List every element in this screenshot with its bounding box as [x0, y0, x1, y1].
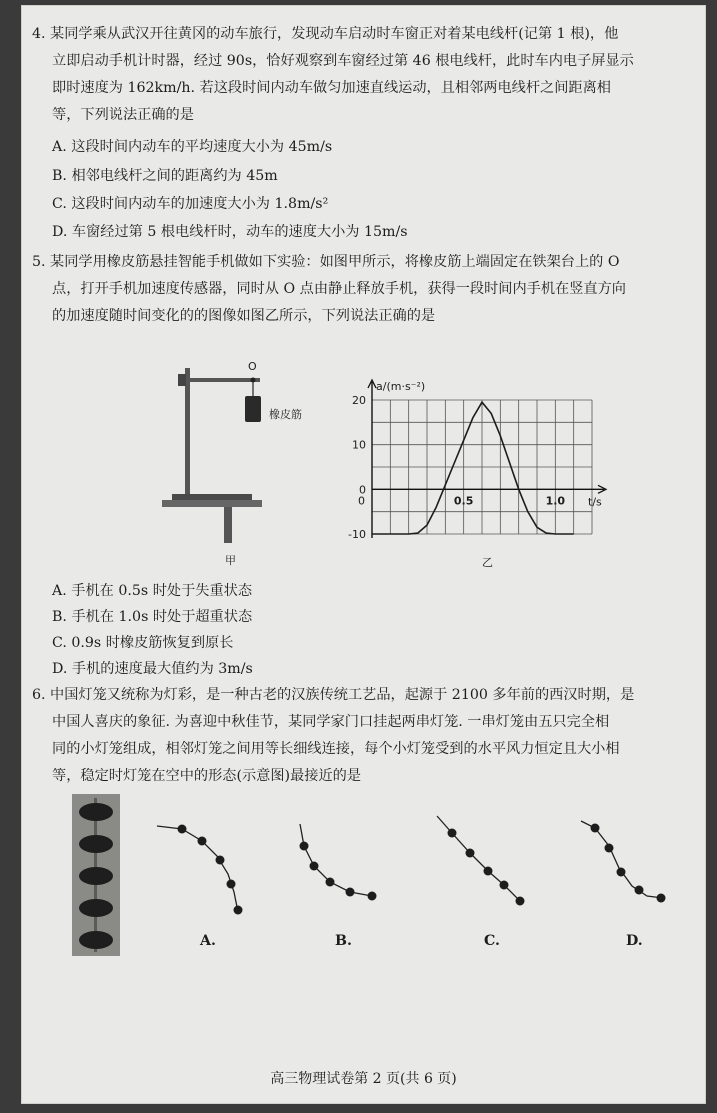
- figure-yi-caption: 乙: [482, 556, 493, 569]
- choice-c-diagram[interactable]: [432, 811, 532, 921]
- lantern-dot-icon: [484, 867, 493, 876]
- choice-a-diagram[interactable]: [152, 816, 252, 926]
- lantern-dot-icon: [178, 825, 187, 834]
- lantern-dot-icon: [605, 844, 614, 853]
- q6-line-1: 6. 中国灯笼又统称为灯彩，是一种古老的汉族传统工艺品，起源于 2100 多年前的西汉时期，是: [32, 687, 635, 703]
- y-tick-label: 10: [352, 438, 366, 452]
- x-tick-label: 0.5: [453, 494, 474, 508]
- x-tick-label: 1.0: [545, 494, 566, 508]
- lantern-photo: [72, 794, 120, 956]
- lantern-dot-icon: [300, 842, 309, 851]
- lantern-dot-icon: [466, 849, 475, 858]
- origin-label: 0: [358, 494, 365, 508]
- lantern-dot-icon: [657, 894, 666, 903]
- acceleration-time-chart: [332, 374, 632, 574]
- q4-line-4: 等，下列说法正确的是: [52, 107, 194, 123]
- lantern-dot-icon: [368, 892, 377, 901]
- q5-line-1: 5. 某同学用橡皮筋悬挂智能手机做如下实验：如图甲所示，将橡皮筋上端固定在铁架台上的 O: [32, 254, 620, 270]
- exam-page: [22, 6, 705, 1103]
- q4-line-2: 立即启动手机计时器，经过 90s，恰好观察到车窗经过第 46 根电线杆，此时车内电子屏显示: [52, 53, 634, 69]
- choice-a-label[interactable]: A.: [200, 933, 216, 949]
- q6-line-4: 等，稳定时灯笼在空中的形态(示意图)最接近的是: [52, 768, 362, 784]
- lantern-dot-icon: [326, 878, 335, 887]
- q6-line-3: 同的小灯笼组成，相邻灯笼之间用等长细线连接，每个小灯笼受到的水平风力恒定且大小相: [52, 741, 620, 757]
- choice-d-diagram[interactable]: [577, 816, 677, 926]
- rubber-band-label: 橡皮筋: [269, 408, 302, 421]
- lantern-dot-icon: [234, 906, 243, 915]
- q5-option-a[interactable]: A. 手机在 0.5s 时处于失重状态: [52, 583, 253, 599]
- lantern-icon: [79, 803, 113, 821]
- lantern-icon: [79, 899, 113, 917]
- q4-option-c[interactable]: C. 这段时间内动车的加速度大小为 1.8m/s²: [52, 196, 329, 212]
- q5-option-b[interactable]: B. 手机在 1.0s 时处于超重状态: [52, 609, 253, 625]
- lantern-dot-icon: [216, 856, 225, 865]
- y-tick-label: 20: [352, 394, 366, 407]
- chart-grid: [372, 400, 592, 534]
- q5-line-3: 的加速度随时间变化的的图像如图乙所示，下列说法正确的是: [52, 308, 436, 324]
- point-o-label: O: [248, 360, 257, 373]
- stand-arm: [182, 378, 260, 382]
- stand-base-top: [172, 494, 252, 500]
- lantern-dot-icon: [516, 897, 525, 906]
- q4-option-d[interactable]: D. 车窗经过第 5 根电线杆时，动车的速度大小为 15m/s: [52, 224, 408, 240]
- q4-option-b[interactable]: B. 相邻电线杆之间的距离约为 45m: [52, 168, 278, 184]
- chart-axes: [368, 380, 606, 538]
- q5-line-2: 点，打开手机加速度传感器，同时从 O 点由静止释放手机，获得一段时间内手机在竖直方向: [52, 281, 626, 297]
- y-tick-label: -10: [348, 528, 366, 541]
- choice-c-label[interactable]: C.: [484, 933, 500, 949]
- table-leg: [224, 507, 232, 543]
- lantern-dot-icon: [500, 881, 509, 890]
- choice-d-label[interactable]: D.: [626, 933, 643, 949]
- lantern-dot-icon: [310, 862, 319, 871]
- page-footer: 高三物理试卷第 2 页(共 6 页): [270, 1071, 457, 1087]
- choice-b-label[interactable]: B.: [335, 933, 352, 949]
- lantern-dot-icon: [227, 880, 236, 889]
- lantern-icon: [79, 931, 113, 949]
- lantern-dot-icon: [635, 886, 644, 895]
- figure-stand-apparatus: [132, 356, 302, 571]
- q4-option-a[interactable]: A. 这段时间内动车的平均速度大小为 45m/s: [52, 139, 333, 155]
- lantern-dot-icon: [591, 824, 600, 833]
- lantern-icon: [79, 835, 113, 853]
- stand-rod: [185, 368, 190, 496]
- lantern-icon: [79, 867, 113, 885]
- lantern-dot-icon: [346, 888, 355, 897]
- choice-b-diagram[interactable]: [292, 816, 392, 926]
- lantern-dot-icon: [448, 829, 457, 838]
- lantern-dot-icon: [617, 868, 626, 877]
- y-axis-label: a/(m·s⁻²): [376, 380, 426, 393]
- table-top: [162, 500, 262, 507]
- q5-option-d[interactable]: D. 手机的速度最大值约为 3m/s: [52, 661, 253, 677]
- q4-line-3: 即时速度为 162km/h. 若这段时间内动车做匀加速直线运动，且相邻两电线杆之间距离相: [52, 80, 611, 96]
- q4-line-1: 4. 某同学乘从武汉开往黄冈的动车旅行，发现动车启动时车窗正对着某电线杆(记第 1 根)，他: [32, 26, 619, 42]
- figure-jia-caption: 甲: [225, 554, 236, 567]
- q6-line-2: 中国人喜庆的象征. 为喜迎中秋佳节，某同学家门口挂起两串灯笼. 一串灯笼由五只完全相: [52, 714, 610, 730]
- q5-option-c[interactable]: C. 0.9s 时橡皮筋恢复到原长: [52, 635, 234, 651]
- point-o-marker: [251, 378, 256, 383]
- phone-icon: [245, 396, 261, 422]
- x-axis-label: t/s: [588, 495, 602, 509]
- lantern-dot-icon: [198, 837, 207, 846]
- y-tick-label: 0: [359, 483, 366, 497]
